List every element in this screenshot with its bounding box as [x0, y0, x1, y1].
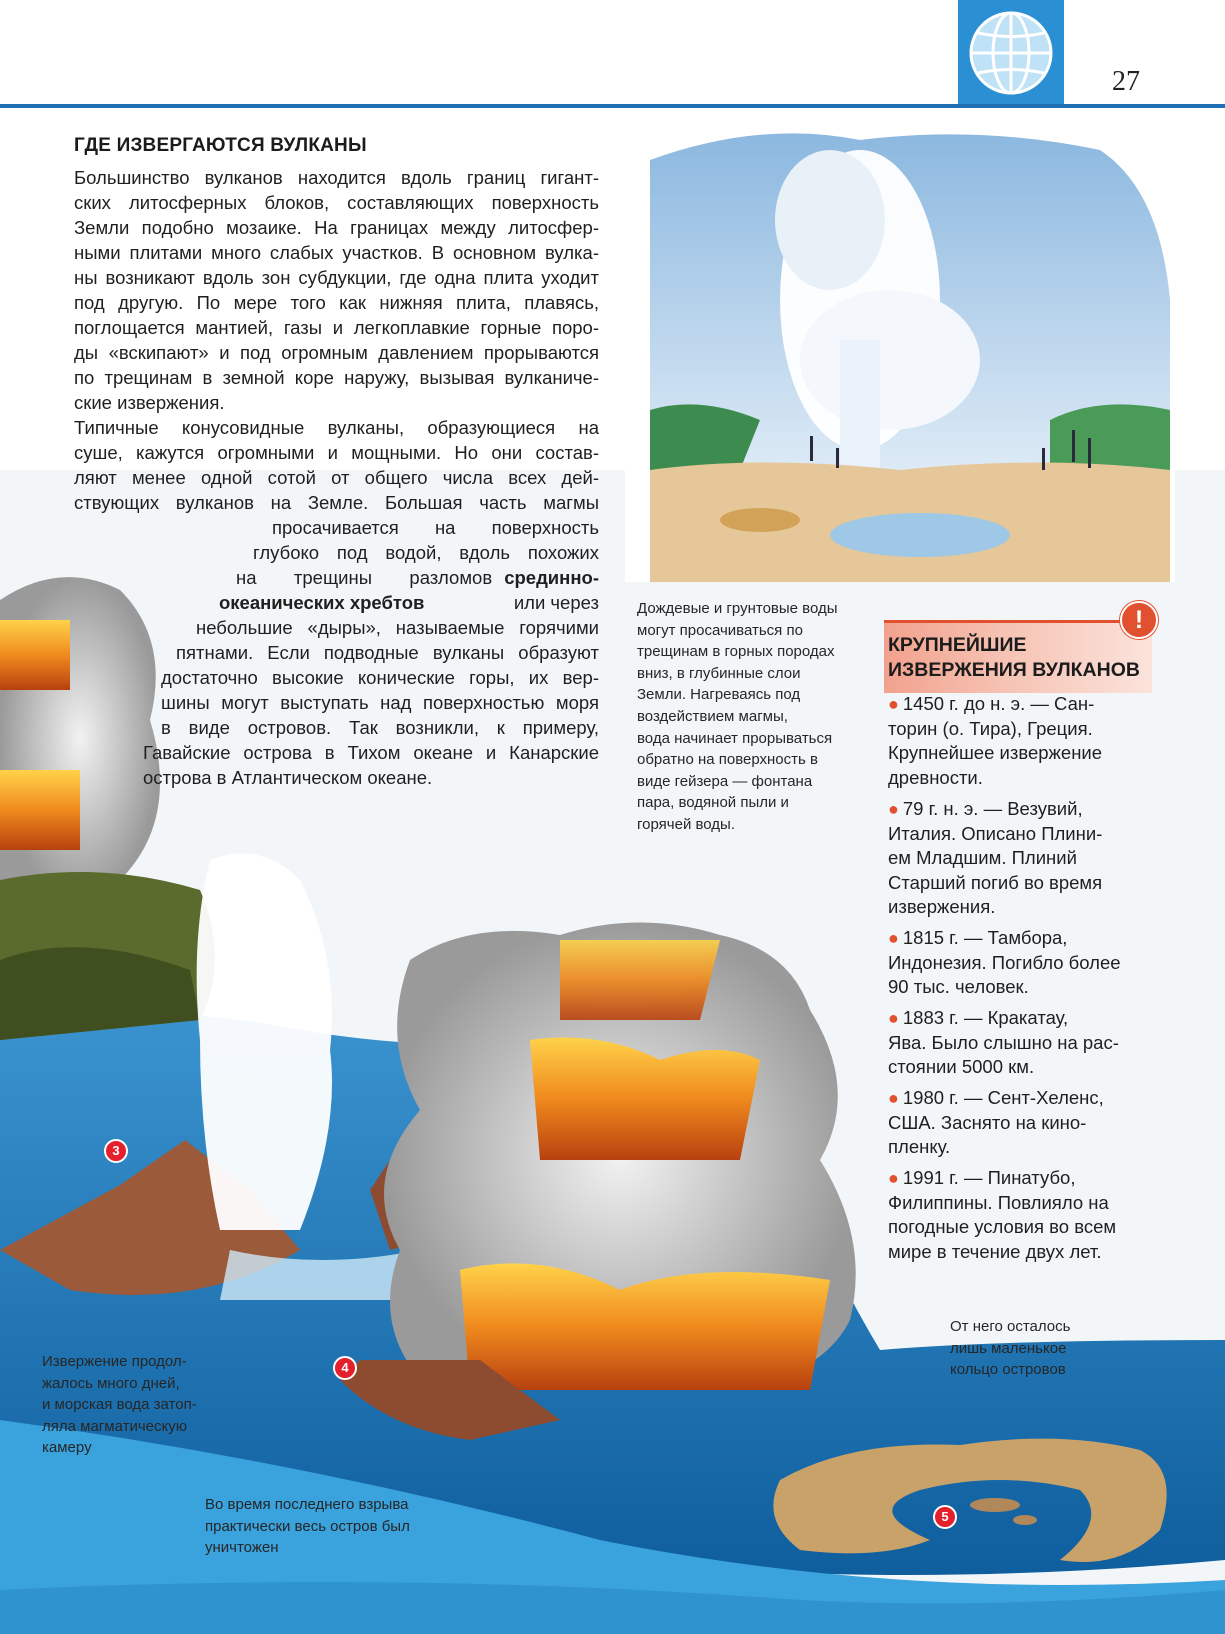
caption-remains	[950, 1316, 1070, 1381]
body-line	[236, 565, 599, 590]
body-line: суше, кажутся огромными и мощными. Но они состав-	[74, 442, 599, 463]
caption-line: могут просачиваться по	[637, 621, 803, 639]
body-text-bold: срединно-	[504, 567, 599, 588]
caption-line: камеру	[42, 1439, 92, 1457]
caption-line: практически весь остров был	[205, 1517, 410, 1535]
fact-line: Старший погиб во время	[888, 871, 1103, 893]
geyser-caption	[637, 598, 838, 836]
fact-line: Филиппины. Повлияло на	[888, 1191, 1109, 1213]
fact-line: ем Младшим. Плиний	[888, 847, 1077, 869]
fact-line: пленку.	[888, 1136, 951, 1158]
fact-line: стоянии 5000 км.	[888, 1056, 1035, 1078]
caption-line: воздействием магмы,	[637, 707, 788, 725]
fact-line: извержения.	[888, 896, 996, 918]
fact-line: 1991 г. — Пинатубо,	[902, 1167, 1076, 1188]
body-text-bold: океанических хребтов	[219, 592, 425, 613]
caption-line: вниз, в глубинные слои	[637, 664, 801, 682]
fact-line: США. Заснято на кино-	[888, 1111, 1087, 1133]
caption-eruption-days	[42, 1351, 197, 1459]
caption-line: обратно на поверхность в	[637, 751, 818, 769]
caption-line: уничтожен	[205, 1539, 279, 1557]
body-line: ды «вскипают» и под огромным давлением прорываются	[74, 342, 599, 363]
body-line: ские извержения.	[74, 392, 225, 413]
fact-line: Италия. Описано Плини-	[888, 822, 1103, 844]
caption-line: виде гейзера — фонтана	[637, 772, 813, 790]
body-line	[219, 590, 599, 615]
body-line: ствующих вулканов на Земле. Большая часть магмы	[74, 492, 599, 513]
body-line: ских литосферных блоков, составляющих поверхность	[74, 192, 599, 213]
facts-title	[888, 633, 1140, 683]
body-line: Гавайские острова в Тихом океане и Канарские	[143, 742, 599, 763]
bullet-icon: ●	[888, 928, 899, 948]
body-line: Большинство вулканов находится вдоль границ гигант-	[74, 167, 599, 188]
fact-line: 90 тыс. человек.	[888, 976, 1029, 998]
caption-line: Во время последнего взрыва	[205, 1496, 409, 1513]
volcano-stage-4	[340, 923, 856, 1441]
caption-line: жалось много дней,	[42, 1374, 180, 1392]
fact-line: 79 г. н. э. — Везувий,	[902, 798, 1083, 819]
caption-line: горячей воды.	[637, 815, 735, 833]
body-line: просачивается на поверхность	[272, 517, 599, 538]
fact-item	[888, 692, 1102, 790]
body-text-span: или через	[513, 592, 599, 613]
caption-line: вода начинает прорываться	[637, 729, 833, 747]
facts-title-line: ИЗВЕРЖЕНИЯ ВУЛКАНОВ	[888, 659, 1140, 681]
caption-line: Извержение продол-	[42, 1353, 187, 1370]
fact-item	[888, 1006, 1119, 1080]
fact-line: мире в течение двух лет.	[888, 1240, 1102, 1262]
caption-line: Земли. Нагреваясь под	[637, 686, 801, 704]
fact-line: древности.	[888, 766, 983, 788]
section-title: ГДЕ ИЗВЕРГАЮТСЯ ВУЛКАНЫ	[74, 135, 367, 156]
caption-line: и морская вода затоп-	[42, 1396, 197, 1414]
bullet-icon: ●	[888, 1008, 899, 1028]
body-line: небольшие «дыры», называемые горячими	[196, 617, 599, 638]
fact-line: 1450 г. до н. э. — Сан-	[902, 693, 1095, 714]
body-line: по трещинам в земной коре наружу, вызывая вулканиче-	[74, 367, 599, 388]
caption-last-blast	[205, 1494, 410, 1559]
globe-icon	[971, 13, 1051, 93]
fact-line: Ява. Было слышно на рас-	[888, 1031, 1119, 1053]
fact-line: 1883 г. — Кракатау,	[902, 1007, 1069, 1028]
fact-item	[888, 1086, 1104, 1160]
caption-line: ляла магматическую	[42, 1417, 187, 1435]
page-number: 27	[1112, 66, 1140, 97]
geyser-illustration	[625, 122, 1175, 582]
body-line: под другую. По мере того как нижняя плита, плавясь,	[74, 292, 599, 313]
body-line: ны возникают вдоль зон субдукции, где одна плита уходит	[74, 267, 599, 288]
fact-item	[888, 797, 1102, 920]
body-line: Типичные конусовидные вулканы, образующиеся на	[74, 417, 599, 438]
caption-line: лишь маленькое	[950, 1339, 1067, 1357]
bullet-icon: ●	[888, 1168, 899, 1188]
body-line: шины могут выступать над поверхностью моря	[161, 692, 599, 713]
fact-item	[888, 926, 1121, 1000]
facts-title-line: КРУПНЕЙШИЕ	[888, 634, 1027, 656]
body-line: достаточно высокие конические горы, их вер-	[161, 667, 599, 688]
bullet-icon: ●	[888, 1088, 899, 1108]
caption-line: кольцо островов	[950, 1361, 1066, 1379]
body-text-span: на трещины разломов	[236, 567, 493, 588]
body-line: острова в Атлантическом океане.	[143, 767, 433, 788]
caption-line: пара, водяной пыли и	[637, 794, 789, 812]
body-line: ляют менее одной сотой от общего числа всех дей-	[74, 467, 599, 488]
caption-line: От него осталось	[950, 1318, 1071, 1335]
fact-line: Крупнейшее извержение	[888, 742, 1103, 764]
body-line: глубоко под водой, вдоль похожих	[253, 542, 599, 563]
header-rule	[0, 104, 1225, 108]
caption-line: трещинам в горных породах	[637, 643, 835, 661]
alert-icon: !	[1120, 601, 1158, 639]
fact-line: торин (о. Тира), Греция.	[888, 717, 1093, 739]
marker-3: 3	[104, 1139, 128, 1163]
body-line: пятнами. Если подводные вулканы образуют	[176, 642, 599, 663]
caption-line: Дождевые и грунтовые воды	[637, 600, 838, 617]
fact-line: погодные условия во всем	[888, 1216, 1117, 1238]
body-line: Земли подобно мозаике. На границах между литосфер-	[74, 217, 599, 238]
marker-5: 5	[933, 1505, 957, 1529]
fact-item	[888, 1166, 1116, 1264]
fact-line: 1980 г. — Сент-Хеленс,	[902, 1087, 1104, 1108]
fact-line: 1815 г. — Тамбора,	[902, 927, 1068, 948]
body-line: в виде островов. Так возникли, к примеру,	[161, 717, 599, 738]
body-line: ными плитами много слабых участков. В основном вулка-	[74, 242, 599, 263]
body-line: поглощается мантией, газы и легкоплавкие горные поро-	[74, 317, 599, 338]
fact-line: Индонезия. Погибло более	[888, 951, 1121, 973]
bullet-icon: ●	[888, 799, 899, 819]
marker-4: 4	[333, 1356, 357, 1380]
bullet-icon: ●	[888, 694, 899, 714]
